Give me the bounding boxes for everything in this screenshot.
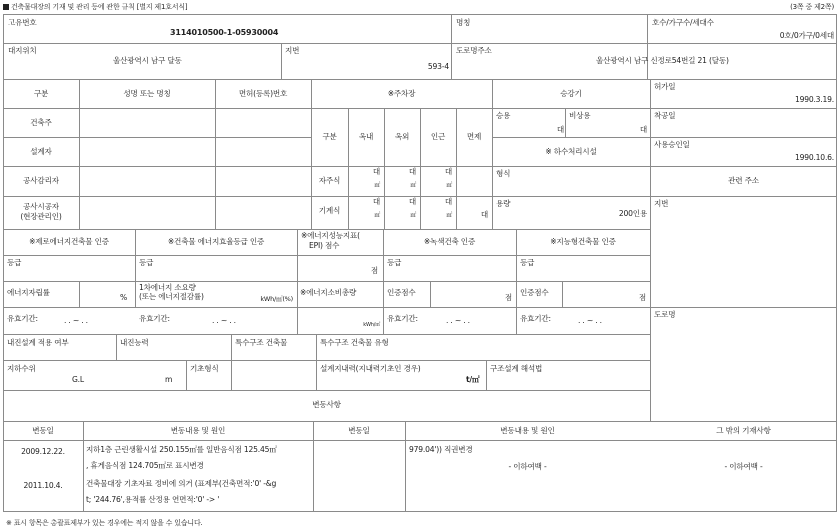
change-content-line-2: , 휴게음식점 124.705㎡로 표시변경 [86, 461, 204, 470]
sewage-capacity-label: 용량 [496, 199, 511, 208]
related-address-title: 관련 주소 [728, 176, 759, 185]
change-content-line-5: 979.04')) 직권변경 [409, 445, 473, 454]
seismic-capacity-label: 내진능력 [120, 338, 149, 347]
people-header-name: 성명 또는 명칭 [123, 89, 171, 98]
change-date-1: 2009.12.22. [21, 447, 65, 456]
parking-mech-indoor-car: 대 [372, 197, 380, 206]
site-value: 울산광역시 남구 달동 [113, 56, 182, 65]
elevator-title: 승강기 [560, 89, 582, 98]
road-value: 울산광역시 남구 신정로54번길 21 (달동) [596, 56, 729, 65]
zero-energy-validity-label: 유효기간: [7, 314, 38, 323]
green-grade-label: 등급 [387, 258, 402, 267]
efficiency-validity-label: 유효기간: [139, 314, 170, 323]
site-label: 대지위치 [8, 46, 37, 55]
green-cert-label: ※녹색건축 인증 [423, 237, 476, 246]
green-cert-score-label: 인증점수 [387, 288, 416, 297]
efficiency-grade-label: 등급 [139, 258, 154, 267]
smart-cert-score-label: 인증점수 [520, 288, 549, 297]
self-rate-unit: % [119, 293, 127, 302]
parking-self-nearby-area: ㎡ [446, 182, 452, 189]
related-road-label: 도로명 [654, 310, 676, 319]
sewage-type-label: 형식 [496, 169, 511, 178]
sewage-title: ※ 하수처리시설 [545, 147, 597, 156]
related-lot-label: 지번 [654, 199, 669, 208]
parking-header-outdoor: 옥외 [394, 132, 410, 141]
contractor-sub-label: (현장관리인) [20, 212, 62, 221]
people-header-division: 구분 [33, 89, 49, 98]
elevator-passenger-unit: 대 [556, 125, 564, 134]
zero-energy-grade-label: 등급 [7, 258, 22, 267]
people-header-license: 면허(등록)번호 [238, 89, 288, 98]
parking-mech-outdoor-car: 대 [408, 197, 416, 206]
changes-date-header-2: 변동일 [348, 426, 370, 435]
special-structure-type-label: 특수구조 건축물 유형 [320, 338, 389, 347]
change-date-2: 2011.10.4. [23, 481, 63, 490]
parking-self-outdoor-car: 대 [408, 167, 416, 176]
epi-consumption-unit: kWh/㎡ [363, 322, 380, 328]
change-content-line-3: 건축물대장 기초자료 정비에 의거 (표제부(건축면적:'0' -&g [86, 479, 277, 488]
zero-energy-validity-dates: . . ~ . . [64, 316, 88, 325]
lot-label: 지번 [285, 46, 300, 55]
form-title-text: 건축물대장의 기재 및 관리 등에 관한 규칙 [별지 제1호서식] [11, 3, 188, 11]
footer-note: ※ 표시 항목은 총괄표제부가 있는 경우에는 적지 않을 수 있습니다. [6, 519, 203, 527]
approval-date-value: 1990.10.6. [794, 153, 834, 162]
parking-self-outdoor-area: ㎡ [410, 182, 416, 189]
elevator-emergency-unit: 대 [639, 125, 647, 134]
approval-date-label: 사용승인일 [654, 140, 690, 149]
fireproof-design-label: 내진설계 적용 여부 [7, 338, 69, 347]
zero-energy-cert-label: ※제로에너지건축물 인증 [29, 237, 109, 246]
road-label: 도로명주소 [456, 46, 492, 55]
parking-header-exempt: 면제 [466, 132, 482, 141]
sewage-capacity-value: 200인용 [618, 209, 647, 218]
groundwater-gl: G.L [72, 375, 84, 384]
parking-mech-nearby-car: 대 [444, 197, 452, 206]
primary-energy-unit: kWh/㎡(%) [260, 295, 293, 303]
change-content-line-1: 지하1층 근린생활시설 250.155㎡를 일반음식점 125.45㎡ [86, 445, 277, 454]
start-date-label: 착공일 [654, 111, 676, 120]
form-title [3, 2, 187, 12]
smart-validity-dates: . . ~ . . [578, 316, 602, 325]
unique-no-label: 고유번호 [8, 18, 37, 27]
bearing-capacity-unit: t/㎡ [466, 375, 480, 384]
groundwater-unit: m [165, 375, 173, 384]
parking-title: ※주차장 [387, 89, 416, 98]
changes-blank-marker: - 이하여백 - [508, 462, 547, 471]
efficiency-cert-label: ※건축물 에너지효율등급 인증 [167, 237, 265, 246]
parking-self-nearby-car: 대 [444, 167, 452, 176]
lot-value: 593-4 [427, 62, 449, 71]
foundation-label: 기초형식 [190, 364, 219, 373]
square-bullet-icon [3, 4, 9, 10]
structural-analysis-label: 구조설계 해석법 [490, 364, 543, 373]
smart-cert-score-unit: 점 [638, 293, 646, 302]
primary-energy-sub-label: (또는 에너지절감률) [139, 292, 204, 301]
changes-content-header: 변동내용 및 원인 [170, 426, 226, 435]
change-content-line-4: t; '244.76',용적률 산정용 연면적:'0' -> ' [86, 495, 220, 504]
epi-label-line1: ※에너지성능지표( [301, 231, 360, 240]
parking-self-label: 자주식 [318, 176, 341, 185]
parking-mech-indoor-area: ㎡ [374, 212, 380, 219]
efficiency-validity-dates: . . ~ . . [212, 316, 236, 325]
parking-exempt-car: 대 [480, 210, 488, 219]
changes-content-header-2: 변동내용 및 원인 [500, 426, 555, 435]
elevator-passenger-label: 승용 [496, 111, 511, 120]
smart-grade-label: 등급 [520, 258, 535, 267]
supervisor-label: 공사감리자 [23, 176, 59, 185]
special-structure-label: 특수구조 건축물 [235, 338, 288, 347]
parking-header-nearby: 인근 [430, 132, 446, 141]
primary-energy-label: 1차에너지 소요량 [139, 283, 196, 292]
parking-self-indoor-car: 대 [372, 167, 380, 176]
permit-date-value: 1990.3.19. [794, 95, 834, 104]
other-notes-header: 그 밖의 기재사항 [716, 426, 771, 435]
units-label: 호수/가구수/세대수 [652, 18, 714, 27]
other-notes-blank-marker: - 이하여백 - [724, 462, 763, 471]
name-label: 명칭 [456, 18, 471, 27]
green-validity-label: 유효기간: [387, 314, 418, 323]
epi-point-unit: 점 [370, 266, 378, 275]
parking-mech-outdoor-area: ㎡ [410, 212, 416, 219]
self-rate-label: 에너지자립률 [7, 288, 50, 297]
green-validity-dates: . . ~ . . [446, 316, 470, 325]
changes-title: 변동사항 [312, 400, 341, 409]
units-value: 0호/0가구/0세대 [779, 31, 834, 40]
designer-label: 설계자 [30, 147, 52, 156]
unique-no-value: 3114010500-1-05930004 [170, 28, 279, 37]
energy-consumption-label: ※에너지소비총량 [300, 288, 357, 297]
permit-date-label: 허가일 [654, 82, 676, 91]
bearing-capacity-label: 설계지내력(지내력기초인 경우) [320, 364, 421, 373]
parking-self-indoor-area: ㎡ [374, 182, 380, 189]
green-cert-score-unit: 점 [504, 293, 512, 302]
changes-date-header: 변동일 [32, 426, 54, 435]
page-indicator: (3쪽 중 제2쪽) [790, 3, 834, 11]
smart-validity-label: 유효기간: [520, 314, 551, 323]
owner-label: 건축주 [30, 118, 52, 127]
parking-mech-label: 기계식 [318, 206, 341, 215]
groundwater-label: 지하수위 [7, 364, 36, 373]
elevator-emergency-label: 비상용 [569, 111, 591, 120]
contractor-label: 공사시공자 [23, 202, 59, 211]
parking-mech-nearby-area: ㎡ [446, 212, 452, 219]
parking-header-division: 구분 [322, 132, 337, 141]
epi-label-line2: EPI) 점수 [309, 241, 340, 250]
smart-cert-label: ※지능형건축물 인증 [550, 237, 616, 246]
parking-header-indoor: 옥내 [358, 132, 374, 141]
